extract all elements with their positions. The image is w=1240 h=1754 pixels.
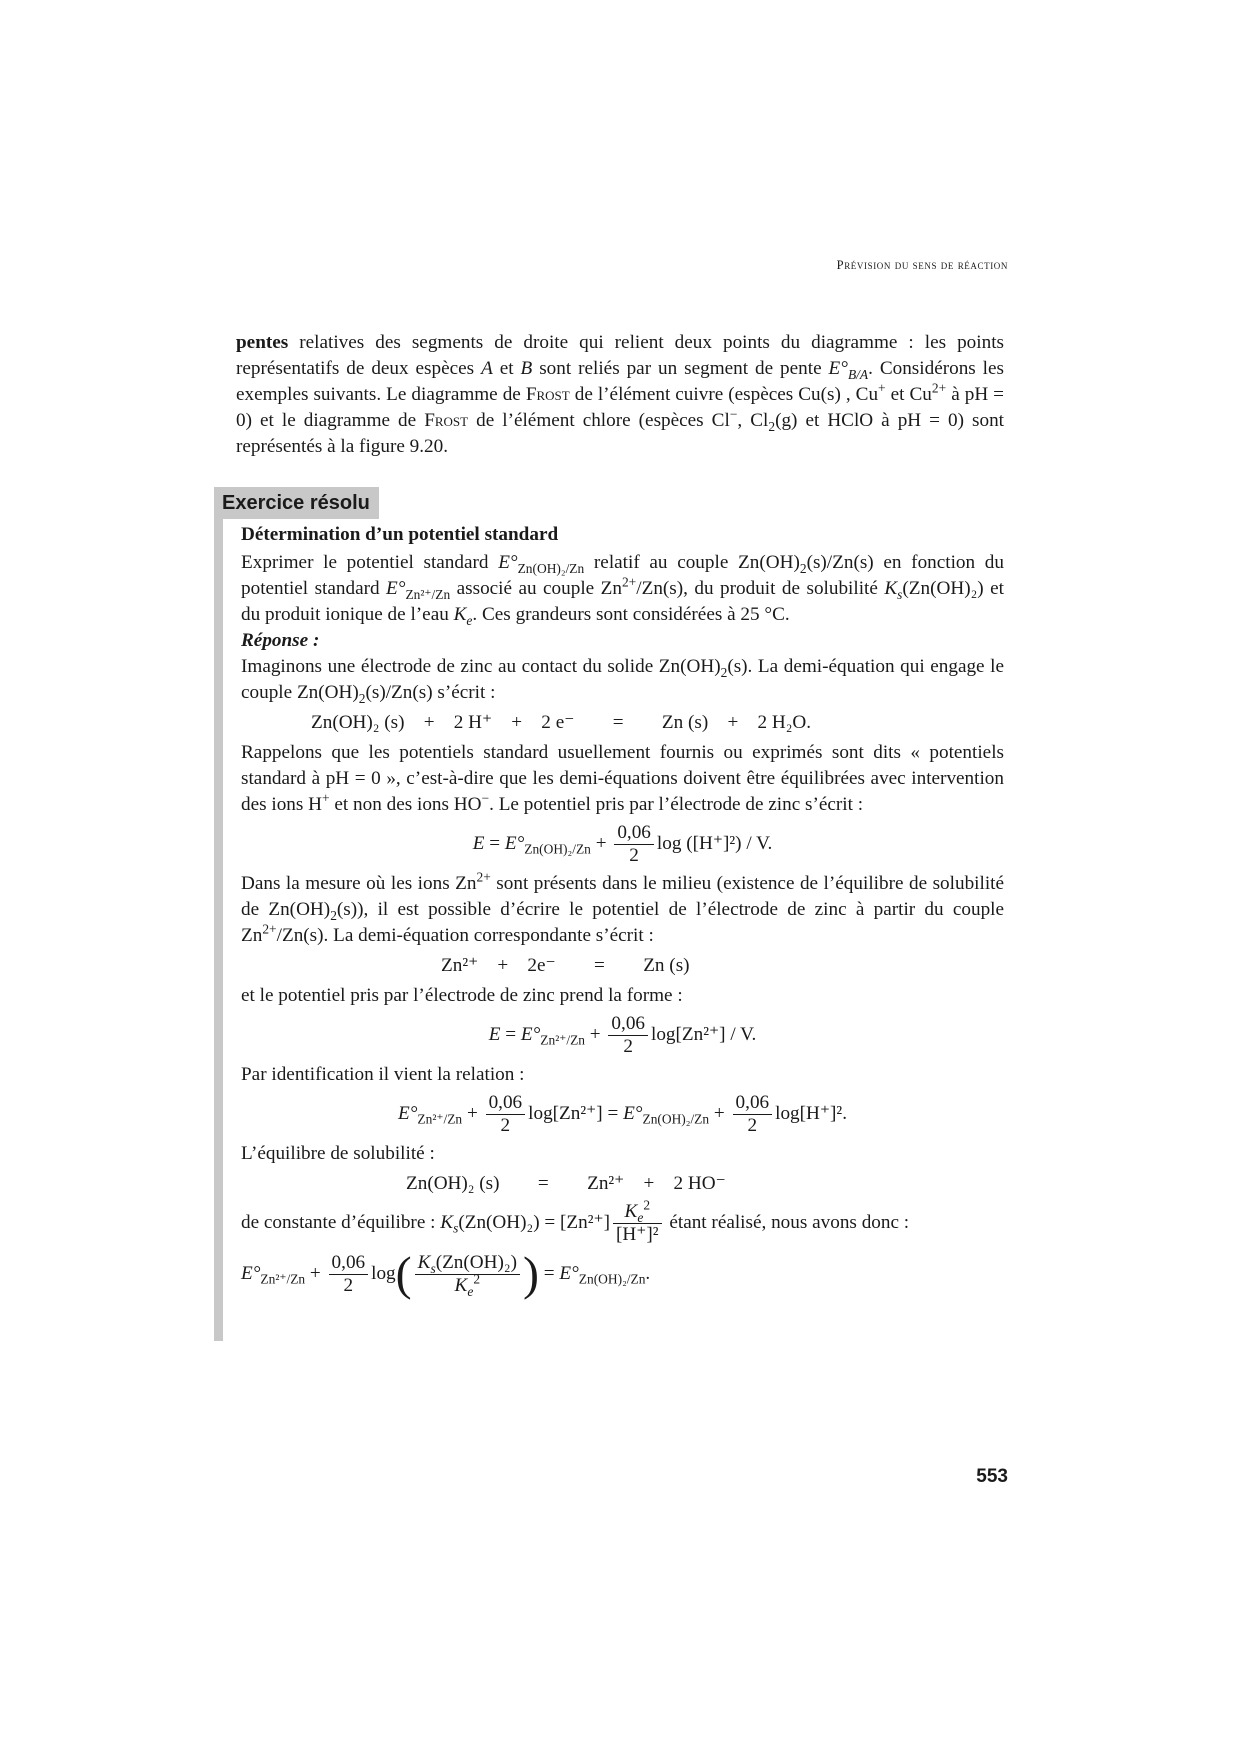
reaction-3: Zn(OH)₂ (s) = Zn²⁺ + 2 HO⁻ <box>406 1173 726 1194</box>
equation-2: $E = E^\circ_{Zn^{2+}/Zn}$ + $\frac{0,06}{2}$ log[Zn²⁺] / V. <box>488 1013 757 1057</box>
equation-4: $E^\circ_{Zn^{2+}/Zn}$ + $\frac{0,06}{2}$ log( $\frac{K_s(Zn(OH)_2)}{K_e^2}$ ) = $E^\circ_{Zn(OH)_2/Zn}$. <box>241 1247 651 1301</box>
answer-p1: Imaginons une électrode de zinc au contact du solide $Zn(OH)_2(s)$. La demi-équation qui engage le couple $Zn(OH)_2(s)/Zn(s)$ s’écrit : <box>241 656 1004 706</box>
page-number: 553 <box>976 1466 1008 1487</box>
answer-p3: Dans la mesure où les ions $Zn^{2+}$ sont présents dans le milieu (existence de l’équilibre de solubilité de $Zn(OH)_2(s)$), il est possible d’écrire le potentiel de l’électrode de zinc à partir du couple $Zn^{2+}/Zn(s)$. La demi-équation correspondante s’écrit : <box>241 869 1005 946</box>
exercise-title: Détermination d’un potentiel standard <box>241 524 559 545</box>
answer-p4: et le potentiel pris par l’électrode de zinc prend la forme : <box>241 985 683 1006</box>
answer-heading: Réponse : <box>241 630 320 651</box>
equation-3: $E^\circ_{Zn^{2+}/Zn}$ + $\frac{0,06}{2}$ $\log[Zn^{2+}] = E^\circ_{Zn(OH)_2/Zn}$ + $\frac{0,06}{2}$ log[H⁺]². <box>398 1092 847 1136</box>
answer-p7: de constante d’équilibre : $K_s(Zn(OH)_2) = [Zn^{2+}]$ $\frac{K_e^2}{\text{[H⁺]²}}$ étant réalisé, nous avons donc : <box>241 1197 910 1245</box>
answer-p6: L’équilibre de solubilité : <box>241 1143 435 1164</box>
reaction-1: Zn(OH)₂ (s) + 2 H⁺ + 2 e⁻ = Zn (s) + 2 H₂O. <box>311 712 812 733</box>
answer-p2: Rappelons que les potentiels standard usuellement fournis ou exprimés sont dits « potentiels standard à pH = 0 », c’est-à-dire que les demi-équations doivent être équilibrées avec intervention des ions H+ et non des ions HO−. Le potentiel pris par l’électrode de zinc s’écrit : <box>241 742 1004 815</box>
intro-paragraph: pentes relatives des segments de droite qui relient deux points du diagramme : les points représentatifs de deux espèces A et B sont reliés par un segment de pente $E^\circ_{B/A}$. Considérons les exemples suivants. Le diagramme de Frost de l’élément cuivre (espèces Cu(s) , Cu+ et $Cu^{2+}$ à pH = 0) et le diagramme de Frost de l’élément chlore (espèces Cl−, $Cl_2(g)$ et HClO à pH = 0) sont représentés à la figure 9.20. <box>236 332 1004 457</box>
exercise-question: Exprimer le potentiel standard $E^\circ_{Zn(OH)_2/Zn}$ relatif au couple $Zn(OH)_2(s)/Zn(s)$ en fonction du potentiel standard $E^\circ_{Zn^{2+}/Zn}$ associé au couple $Zn^{2+}/Zn(s)$, du produit de solubilité $K_s(Zn(OH)_2)$ et du produit ionique de l’eau $K_e$. Ces grandeurs sont considérées à 25 °C. <box>241 552 1004 628</box>
exercise-body <box>241 522 1005 1301</box>
running-head: Prévision du sens de réaction <box>836 258 1008 272</box>
equation-1: $E = E^\circ_{Zn(OH)_2/Zn}$ + $\frac{0,06}{2}$ log ([H⁺]²) / V. <box>472 822 773 866</box>
exercise-sidebar <box>214 517 223 1341</box>
reaction-2: Zn²⁺ + 2e⁻ = Zn (s) <box>441 955 690 976</box>
answer-p5: Par identification il vient la relation : <box>241 1064 525 1085</box>
exercise-label: Exercice résolu <box>214 487 379 519</box>
